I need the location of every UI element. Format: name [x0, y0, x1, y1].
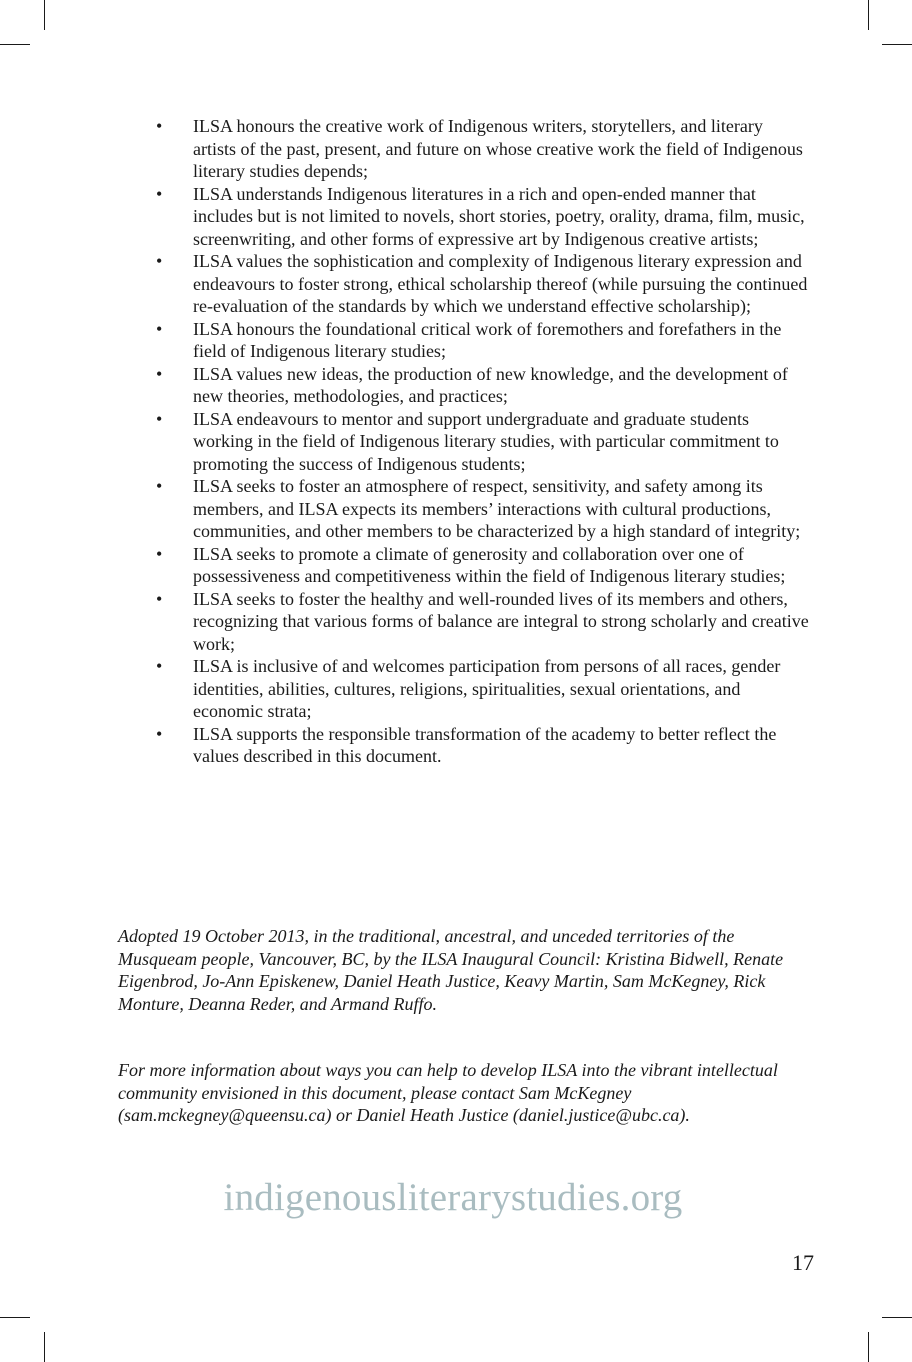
bullet-icon: •: [156, 408, 163, 429]
principle-item: [150, 183, 810, 251]
crop-mark-bottom-right-vertical: [868, 1332, 869, 1362]
crop-mark-top-left-vertical: [44, 0, 45, 30]
bullet-icon: •: [156, 723, 163, 744]
contact-note: For more information about ways you can help to develop ILSA into the vibrant intellectual community envisioned in this document, please contact Sam McKegney (sam.mckegney@queensu.ca) or Daniel Heath Justice (daniel.justice@ubc.ca).: [118, 1060, 778, 1125]
principle-item: [150, 408, 810, 476]
principle-text: ILSA supports the responsible transformation of the academy to better reflect the values described in this document.: [193, 723, 777, 766]
bullet-icon: •: [156, 183, 163, 204]
principle-item: [150, 363, 810, 408]
adoption-note: Adopted 19 October 2013, in the traditional, ancestral, and unceded territories of the Musqueam people, Vancouver, BC, by the ILSA Inaugural Council: Kristina Bidwell, Renate Eigenbrod, Jo-Ann Episkenew, Daniel Heath Justice, Keavy Martin, Sam McKegney, Rick Monture, Deanna Reder, and Armand Ruffo.: [118, 926, 784, 1014]
principle-item: [150, 723, 810, 768]
principle-item: [150, 475, 810, 543]
bullet-icon: •: [156, 543, 163, 564]
bullet-icon: •: [156, 476, 163, 496]
crop-mark-top-right-horizontal: [882, 44, 912, 45]
principle-item: [150, 543, 810, 588]
bullet-icon: •: [156, 656, 163, 676]
principle-text: ILSA values the sophistication and complexity of Indigenous literary expression and endeavours to foster strong, ethical scholarship thereof (while pursuing the continued re-evaluation of the standards by which we understand effective scholarship);: [193, 251, 808, 316]
bullet-icon: •: [156, 363, 163, 384]
page-number: 17: [792, 1250, 814, 1275]
principle-item: [150, 250, 810, 318]
principle-item: [150, 655, 810, 723]
crop-mark-bottom-left-horizontal: [0, 1317, 30, 1318]
principles-list: [150, 115, 810, 768]
principle-text: ILSA seeks to foster an atmosphere of respect, sensitivity, and safety among its members, and ILSA expects its members’ interactions with cultural productions, communities, and other members to be characterized by a high standard of integrity;: [193, 476, 801, 541]
bullet-icon: •: [156, 588, 163, 609]
crop-mark-bottom-right-horizontal: [882, 1317, 912, 1318]
principle-text: ILSA values new ideas, the production of new knowledge, and the development of new theories, methodologies, and practices;: [193, 363, 788, 406]
crop-mark-bottom-left-vertical: [44, 1332, 45, 1362]
crop-mark-top-left-horizontal: [0, 44, 30, 45]
crop-mark-top-right-vertical: [868, 0, 869, 30]
bullet-icon: •: [156, 251, 163, 271]
website-link[interactable]: indigenousliterarystudies.org: [223, 1176, 683, 1219]
bullet-icon: •: [156, 116, 163, 136]
principle-text: ILSA honours the foundational critical work of foremothers and forefathers in the field of Indigenous literary studies;: [193, 318, 782, 361]
principle-item: [150, 115, 810, 183]
website-footer: [0, 1175, 912, 1220]
bullet-icon: •: [156, 318, 163, 339]
principle-text: ILSA endeavours to mentor and support undergraduate and graduate students working in the field of Indigenous literary studies, with particular commitment to promoting the success of Indigenous students;: [193, 408, 779, 474]
principle-text: ILSA seeks to promote a climate of generosity and collaboration over one of possessiveness and competitiveness within the field of Indigenous literary studies;: [193, 543, 786, 586]
principle-text: ILSA is inclusive of and welcomes participation from persons of all races, gender identities, abilities, cultures, religions, spiritualities, sexual orientations, and economic strata;: [193, 656, 781, 721]
principle-text: ILSA honours the creative work of Indigenous writers, storytellers, and literary artists of the past, present, and future on whose creative work the field of Indigenous literary studies depends;: [193, 116, 803, 181]
principle-text: ILSA understands Indigenous literatures in a rich and open-ended manner that includes but is not limited to novels, short stories, poetry, orality, drama, film, music, screenwriting, and other forms of expressive art by Indigenous creative artists;: [193, 183, 805, 249]
principle-text: ILSA seeks to foster the healthy and well-rounded lives of its members and others, recognizing that various forms of balance are integral to strong scholarly and creative work;: [193, 588, 809, 654]
principle-item: [150, 318, 810, 363]
principle-item: [150, 588, 810, 656]
